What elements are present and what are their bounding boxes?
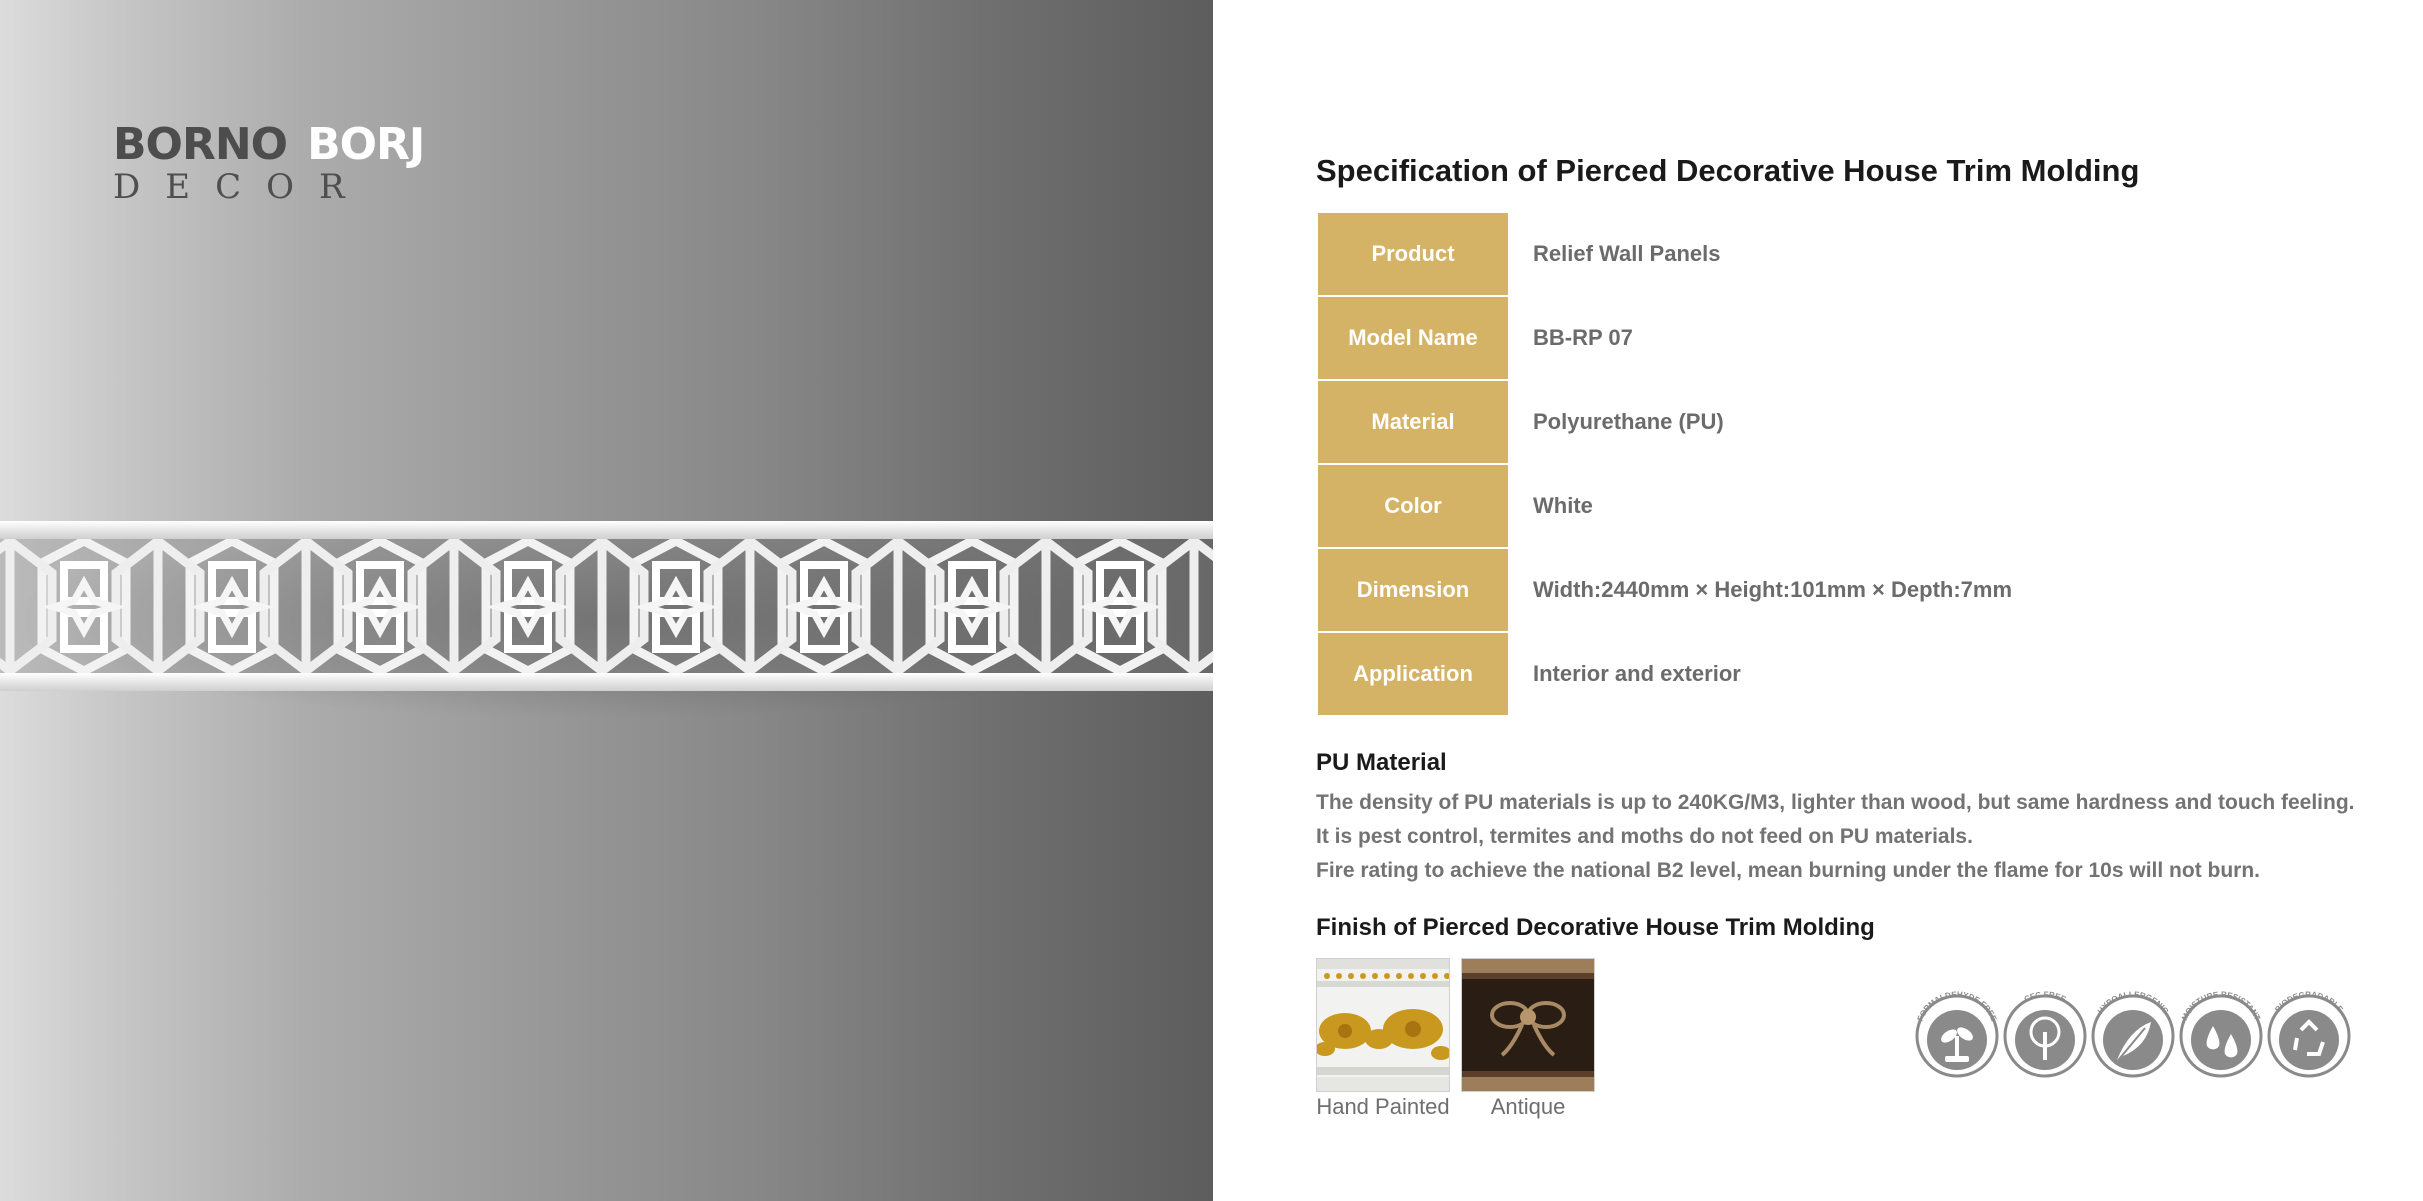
spec-row-product [1317,213,2233,296]
cfc-free-badge [2005,990,2085,1076]
spec-value: White [1508,464,2233,548]
spec-label: Application [1317,632,1508,716]
pierced-trim-molding-image [0,521,1213,691]
finish-label: Antique [1490,1094,1566,1119]
certification-icons [1913,990,2353,1080]
spec-value: Polyurethane (PU) [1508,380,2233,464]
brand-name-dark: BORNO [113,119,288,170]
spec-row-material [1317,380,2233,464]
pu-material-description [1316,786,2355,888]
finish-title: Finish of Pierced Decorative House Trim Molding [1316,914,1875,941]
spec-row-application [1317,632,2233,716]
brand-name-light: BORJ [307,119,425,170]
finish-label: Hand Painted [1316,1094,1450,1119]
spec-value: Interior and exterior [1508,632,2233,716]
spec-label: Color [1317,464,1508,548]
brand-tagline: DECOR [113,167,370,207]
pu-material-line: It is pest control, termites and moths do not feed on PU materials. [1316,825,1973,848]
antique-swatch-image [1461,958,1595,1092]
svg-text:CFC FREE [2023,990,2068,1004]
spec-row-model-name [1317,296,2233,380]
cert-label: HYPOALLERGENIC [2095,990,2171,1016]
spec-row-dimension [1317,548,2233,632]
pu-material-title: PU Material [1316,749,1447,776]
finish-swatch-antique [1461,958,1595,1120]
brand-logo [113,119,425,207]
formaldehyde-free-badge [1916,990,1999,1076]
spec-label: Model Name [1317,296,1508,380]
moisture-resistant-badge [2180,990,2262,1076]
hand-painted-swatch-image [1316,958,1450,1092]
spec-title: Specification of Pierced Decorative House Trim Molding [1316,153,2140,188]
pu-material-line: Fire rating to achieve the national B2 level, mean burning under the flame for 10s will not burn. [1316,859,2261,882]
pu-material-line: The density of PU materials is up to 240KG/M3, lighter than wood, but same hardness and touch feeling. [1316,791,2355,814]
spec-value: Relief Wall Panels [1508,213,2233,296]
cert-label: FORMALDEHYDE FREE [1915,990,1999,1023]
hypoallergenic-badge [2093,990,2173,1076]
cert-label: CFC FREE [2022,990,2068,1004]
spec-label: Product [1317,213,1508,296]
cert-label: BIODEGRADABLE [2273,990,2345,1014]
spec-label: Material [1317,380,1508,464]
finish-swatch-hand-painted [1316,958,1450,1120]
spec-row-color [1317,464,2233,548]
cert-label: MOISTURE RESISTANT [2179,990,2263,1022]
spec-value: Width:2440mm × Height:101mm × Depth:7mm [1508,548,2233,632]
spec-value: BB-RP 07 [1508,296,2233,380]
biodegradable-badge [2269,990,2349,1076]
spec-label: Dimension [1317,548,1508,632]
spec-table [1316,213,2233,717]
